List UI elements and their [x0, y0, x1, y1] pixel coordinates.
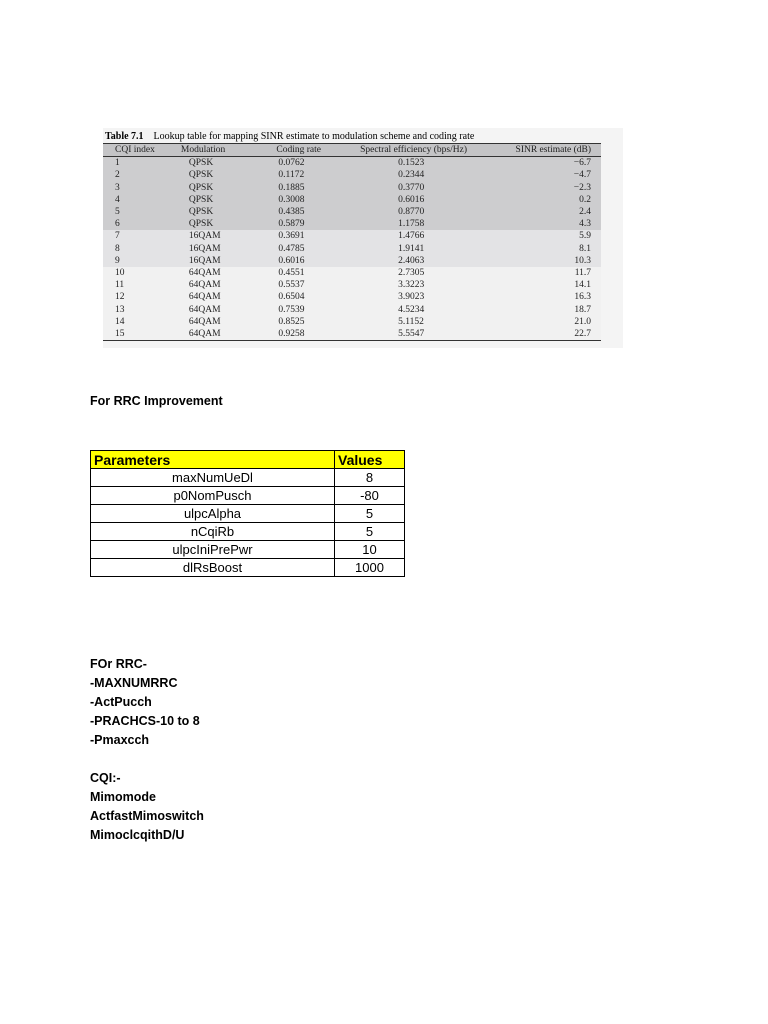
parameter-name-cell: ulpcIniPrePwr — [91, 541, 335, 559]
cqi-table-row — [103, 157, 601, 170]
coding-rate-cell: 0.6016 — [278, 255, 305, 266]
sinr-estimate-cell: 8.1 — [579, 243, 591, 254]
spectral-efficiency-cell: 0.2344 — [398, 170, 425, 181]
values-header: Values — [335, 451, 405, 469]
sinr-estimate-cell: 11.7 — [574, 268, 591, 279]
cqi-lookup-table — [103, 143, 601, 341]
spectral-efficiency-cell: 1.9141 — [398, 243, 425, 254]
cqi-table-row — [103, 267, 601, 279]
coding-rate-cell: 0.5879 — [278, 219, 305, 230]
note-line: -PRACHCS-10 to 8 — [90, 714, 200, 728]
note-line: -Pmaxcch — [90, 733, 150, 747]
cqi-table-header-row — [103, 144, 601, 157]
cqi-index-cell: 10 — [115, 268, 125, 279]
cqi-header-modulation: Modulation — [180, 145, 226, 155]
table-caption-text: Lookup table for mapping SINR estimate to modulation scheme and coding rate — [153, 131, 475, 142]
modulation-cell: QPSK — [188, 194, 214, 205]
parameter-name-cell: ulpcAlpha — [91, 505, 335, 523]
coding-rate-cell: 0.8525 — [278, 316, 305, 327]
coding-rate-cell: 0.7539 — [278, 304, 305, 315]
modulation-cell: 64QAM — [188, 329, 221, 340]
modulation-cell: QPSK — [188, 207, 214, 218]
modulation-cell: QPSK — [188, 182, 214, 193]
note-line: Mimomode — [90, 790, 156, 804]
sinr-estimate-cell: 14.1 — [574, 280, 591, 291]
parameter-name-cell: nCqiRb — [91, 523, 335, 541]
coding-rate-cell: 0.5537 — [278, 280, 305, 291]
cqi-table-row — [103, 316, 601, 328]
cqi-index-cell: 12 — [115, 292, 125, 303]
note-line — [90, 750, 204, 769]
cqi-table-row — [103, 194, 601, 206]
cqi-index-cell: 1 — [115, 158, 120, 169]
modulation-cell: 64QAM — [188, 268, 221, 279]
modulation-cell: QPSK — [188, 170, 214, 181]
parameter-value-cell: 5 — [335, 505, 405, 523]
cqi-header-coding-rate: Coding rate — [276, 145, 322, 155]
coding-rate-cell: 0.9258 — [278, 329, 305, 340]
modulation-cell: 16QAM — [188, 243, 221, 254]
spectral-efficiency-cell: 2.7305 — [398, 268, 425, 279]
modulation-cell: 16QAM — [188, 255, 221, 266]
cqi-header-spectral-efficiency: Spectral efficiency (bps/Hz) — [360, 145, 467, 155]
parameter-value-cell: 1000 — [335, 559, 405, 577]
spectral-efficiency-cell: 5.5547 — [398, 329, 425, 340]
sinr-estimate-cell: 4.3 — [579, 219, 591, 230]
coding-rate-cell: 0.4785 — [278, 243, 305, 254]
parameter-row — [91, 523, 405, 541]
spectral-efficiency-cell: 1.4766 — [398, 231, 425, 242]
coding-rate-cell: 0.0762 — [278, 158, 305, 169]
parameter-row — [91, 469, 405, 487]
modulation-cell: 16QAM — [188, 231, 221, 242]
cqi-table-row — [103, 279, 601, 291]
coding-rate-cell: 0.1885 — [278, 182, 305, 193]
spectral-efficiency-cell: 0.3770 — [398, 182, 425, 193]
parameters-table — [90, 450, 405, 577]
note-line: ActfastMimoswitch — [90, 809, 204, 823]
cqi-table-row — [103, 328, 601, 341]
sinr-estimate-cell: 0.2 — [579, 194, 591, 205]
cqi-index-cell: 2 — [115, 170, 120, 181]
cqi-table-row — [103, 169, 601, 181]
parameter-name-cell: p0NomPusch — [91, 487, 335, 505]
cqi-index-cell: 8 — [115, 243, 120, 254]
spectral-efficiency-cell: 0.1523 — [398, 158, 425, 169]
modulation-cell: 64QAM — [188, 280, 221, 291]
parameters-header-row — [91, 451, 405, 469]
parameter-value-cell: -80 — [335, 487, 405, 505]
cqi-table-row — [103, 304, 601, 316]
cqi-index-cell: 13 — [115, 304, 125, 315]
sinr-estimate-cell: 21.0 — [574, 316, 591, 327]
parameters-header: Parameters — [91, 451, 335, 469]
cqi-table-row — [103, 291, 601, 303]
coding-rate-cell: 0.4551 — [278, 268, 305, 279]
note-line: MimoclcqithD/U — [90, 828, 185, 842]
note-line: -ActPucch — [90, 695, 152, 709]
parameter-value-cell: 5 — [335, 523, 405, 541]
spectral-efficiency-cell: 3.9023 — [398, 292, 425, 303]
parameter-name-cell: dlRsBoost — [91, 559, 335, 577]
modulation-cell: QPSK — [188, 219, 214, 230]
note-line: FOr RRC- — [90, 657, 147, 671]
modulation-cell: 64QAM — [188, 292, 221, 303]
notes-list — [90, 655, 204, 845]
sinr-estimate-cell: 2.4 — [579, 207, 591, 218]
lookup-table-figure — [103, 128, 623, 348]
spectral-efficiency-cell: 1.1758 — [398, 219, 425, 230]
sinr-estimate-cell: 16.3 — [574, 292, 591, 303]
sinr-estimate-cell: −4.7 — [573, 170, 591, 181]
cqi-header-sinr-estimate: SINR estimate (dB) — [515, 145, 591, 155]
coding-rate-cell: 0.1172 — [278, 170, 305, 181]
sinr-estimate-cell: −6.7 — [573, 158, 591, 169]
coding-rate-cell: 0.3691 — [278, 231, 305, 242]
sinr-estimate-cell: 22.7 — [574, 329, 591, 340]
spectral-efficiency-cell: 0.8770 — [398, 207, 425, 218]
cqi-table-row — [103, 206, 601, 218]
sinr-estimate-cell: 10.3 — [574, 255, 591, 266]
sinr-estimate-cell: 18.7 — [574, 304, 591, 315]
parameter-value-cell: 10 — [335, 541, 405, 559]
coding-rate-cell: 0.6504 — [278, 292, 305, 303]
spectral-efficiency-cell: 2.4063 — [398, 255, 425, 266]
cqi-table-row — [103, 230, 601, 242]
cqi-table-row — [103, 182, 601, 194]
cqi-table-row — [103, 255, 601, 267]
note-line: CQI:- — [90, 771, 121, 785]
parameter-row — [91, 487, 405, 505]
parameter-value-cell: 8 — [335, 469, 405, 487]
modulation-cell: 64QAM — [188, 304, 221, 315]
cqi-index-cell: 6 — [115, 219, 120, 230]
note-line: -MAXNUMRRC — [90, 676, 178, 690]
cqi-index-cell: 15 — [115, 329, 125, 340]
parameter-name-cell: maxNumUeDl — [91, 469, 335, 487]
coding-rate-cell: 0.4385 — [278, 207, 305, 218]
table-caption — [105, 131, 474, 142]
spectral-efficiency-cell: 4.5234 — [398, 304, 425, 315]
cqi-table-row — [103, 243, 601, 255]
parameter-row — [91, 505, 405, 523]
parameter-row — [91, 541, 405, 559]
sinr-estimate-cell: 5.9 — [579, 231, 591, 242]
coding-rate-cell: 0.3008 — [278, 194, 305, 205]
cqi-index-cell: 11 — [115, 280, 125, 291]
cqi-index-cell: 5 — [115, 207, 120, 218]
parameter-row — [91, 559, 405, 577]
cqi-index-cell: 4 — [115, 194, 120, 205]
modulation-cell: QPSK — [188, 158, 214, 169]
table-caption-number: Table 7.1 — [105, 131, 144, 142]
spectral-efficiency-cell: 3.3223 — [398, 280, 425, 291]
spectral-efficiency-cell: 5.1152 — [398, 316, 424, 327]
cqi-index-cell: 9 — [115, 255, 120, 266]
cqi-index-cell: 14 — [115, 316, 125, 327]
cqi-table-row — [103, 218, 601, 230]
cqi-index-cell: 3 — [115, 182, 120, 193]
spectral-efficiency-cell: 0.6016 — [398, 194, 425, 205]
cqi-index-cell: 7 — [115, 231, 120, 242]
sinr-estimate-cell: −2.3 — [573, 182, 591, 193]
cqi-header-index: CQI index — [115, 145, 155, 155]
modulation-cell: 64QAM — [188, 316, 221, 327]
rrc-improvement-heading: For RRC Improvement — [90, 394, 223, 408]
